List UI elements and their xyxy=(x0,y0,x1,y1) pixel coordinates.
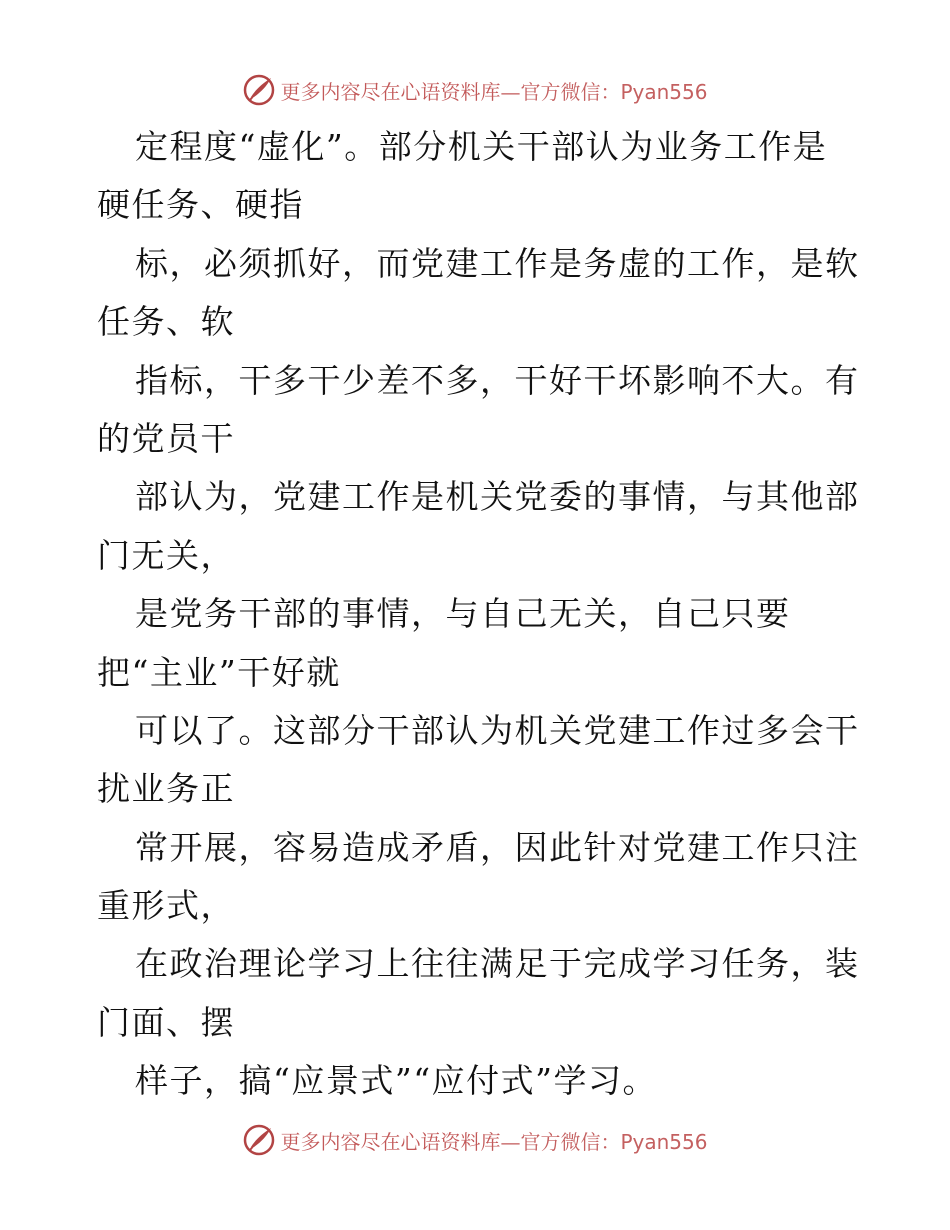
text-line: 重形式， xyxy=(97,886,235,926)
text-line: 在政治理论学习上往往满足于完成学习任务，装 xyxy=(135,944,860,984)
watermark-wechat: 官方微信：Pyan556 xyxy=(520,79,708,104)
text-line: 指标，干多干少差不多，干好干坏影响不大。有 xyxy=(135,360,860,400)
text-line: 任务、软 xyxy=(97,302,235,342)
watermark-text: 更多内容尽在心语资料库— xyxy=(280,1129,521,1154)
text-line: 门面、摆 xyxy=(97,1002,235,1042)
text-line: 样子，搞“应景式”“应付式”学习。 xyxy=(135,1061,657,1101)
watermark-wechat: 官方微信：Pyan556 xyxy=(520,1129,708,1154)
text-line: 硬任务、硬指 xyxy=(97,185,304,225)
text-line: 部认为，党建工作是机关党委的事情，与其他部 xyxy=(135,477,860,517)
footer-watermark xyxy=(0,1120,950,1160)
text-line: 可以了。这部分干部认为机关党建工作过多会干 xyxy=(135,710,860,750)
text-line: 定程度“虚化”。部分机关干部认为业务工作是 xyxy=(135,127,828,166)
text-line: 把“主业”干好就 xyxy=(97,652,341,692)
watermark-text: 更多内容尽在心语资料库— xyxy=(280,79,521,104)
text-line: 扰业务正 xyxy=(97,769,235,809)
header-watermark xyxy=(0,70,950,110)
text-line: 的党员干 xyxy=(97,418,235,458)
document-body xyxy=(97,118,860,1111)
text-line: 常开展，容易造成矛盾，因此针对党建工作只注 xyxy=(135,827,860,867)
quill-logo-icon xyxy=(242,1123,276,1157)
text-line: 门无关， xyxy=(97,535,235,575)
quill-logo-icon xyxy=(242,73,276,107)
text-line: 标，必须抓好，而党建工作是务虚的工作，是软 xyxy=(135,243,860,283)
text-line: 是党务干部的事情，与自己无关，自己只要 xyxy=(135,594,791,634)
